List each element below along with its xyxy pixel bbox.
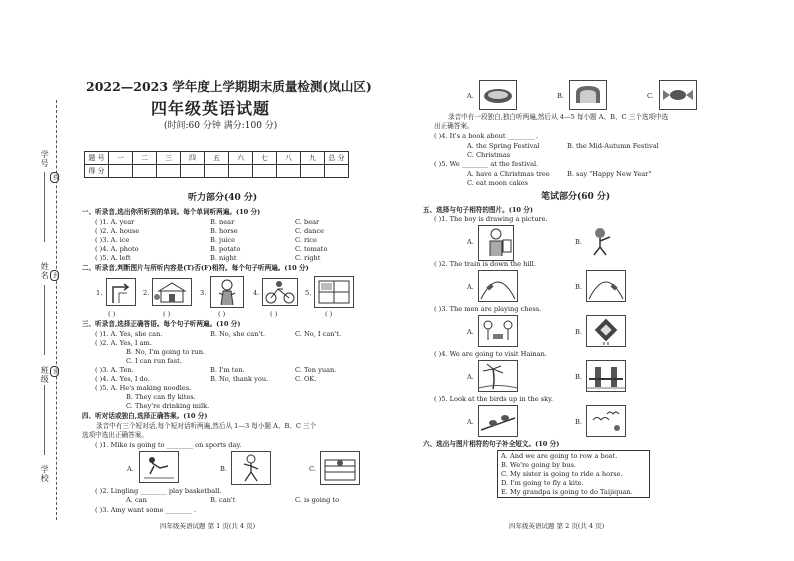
option-c: C. Christmas xyxy=(467,151,511,159)
option-b: B. juice xyxy=(210,236,236,244)
option-a: A. xyxy=(467,238,474,246)
question-line: ( )3. Amy want some ________ . xyxy=(95,506,197,514)
fill-line xyxy=(44,172,45,242)
picture-hill-train-up-icon xyxy=(478,270,518,302)
option-a: A. xyxy=(467,283,474,291)
option-b: B. say "Happy New Year" xyxy=(567,170,652,178)
option-b: B. xyxy=(575,373,582,381)
answer-blank[interactable]: ( ) xyxy=(218,310,226,318)
picture-road-turn-icon xyxy=(106,278,136,306)
score-cell: 七 xyxy=(253,152,277,165)
option-b: B. They can fly kites. xyxy=(126,393,196,401)
score-cell: 一 xyxy=(109,152,133,165)
part6-options-box xyxy=(497,450,650,498)
cut-mark-xian: 线 xyxy=(51,174,59,181)
option-a: A. can xyxy=(126,496,147,504)
cut-mark-mi: 密 xyxy=(51,368,59,375)
score-input-cell[interactable] xyxy=(205,165,229,178)
option-b: B. xyxy=(575,238,582,246)
part4-intro-2: 出正确答案。 xyxy=(434,122,474,130)
option-b: B. can't xyxy=(210,496,236,504)
question-line: ( )1. A. year xyxy=(95,218,135,226)
option-c: C. They're drinking milk. xyxy=(126,402,210,410)
pic-number: 1. xyxy=(96,289,103,297)
option-a: A. xyxy=(467,373,474,381)
option-c: C. xyxy=(309,465,316,473)
pic-number: 3. xyxy=(200,289,207,297)
option-c: C. is going to xyxy=(295,496,340,504)
score-input-cell[interactable] xyxy=(181,165,205,178)
picture-snack-icon xyxy=(479,80,517,110)
fill-line xyxy=(44,285,45,355)
score-input-cell[interactable] xyxy=(277,165,301,178)
option-c: C. Ten yuan. xyxy=(295,366,337,374)
option-b: B. xyxy=(220,465,227,473)
score-input-cell[interactable] xyxy=(229,165,253,178)
pic-number: 2. xyxy=(143,289,150,297)
picture-bread-icon xyxy=(569,80,607,110)
part4-heading: 四、听对话或独白,选择正确答案。(10 分) xyxy=(82,412,208,420)
margin-label-student-no: 学号 xyxy=(40,150,50,168)
option-c: C. rice xyxy=(295,236,317,244)
picture-men-chess-icon xyxy=(478,315,518,347)
picture-boxing-icon xyxy=(320,451,360,485)
exam-time-info: (时间:60 分钟 满分:100 分) xyxy=(164,121,278,131)
option-b: B. No, I'm going to run. xyxy=(126,348,206,356)
score-cell: 四 xyxy=(181,152,205,165)
option-b: B. I'm ten. xyxy=(210,366,245,374)
page-footer-right: 四年级英语试题 第 2 页(共 4 页) xyxy=(509,522,605,530)
picture-boy-drawing-icon xyxy=(478,225,514,261)
answer-blank[interactable]: ( ) xyxy=(108,310,116,318)
option-b: B. the Mid-Autumn Festival xyxy=(567,142,659,150)
option-c: C. eat moon cakes xyxy=(467,179,529,187)
cut-line xyxy=(56,100,57,520)
option-c: C. tomato xyxy=(295,245,328,253)
picture-boy-playing-icon xyxy=(586,225,622,261)
picture-birds-sky-icon xyxy=(586,405,626,437)
score-table xyxy=(84,151,349,178)
score-cell: 题 号 xyxy=(85,152,109,165)
picture-bike-icon xyxy=(262,278,298,306)
exam-subject-title: 四年级英语试题 xyxy=(151,99,271,118)
option-b: B. potato xyxy=(210,245,241,253)
option-c: C. xyxy=(647,92,654,100)
score-input-cell[interactable] xyxy=(157,165,181,178)
score-cell: 得 分 xyxy=(85,165,109,178)
question-line: ( )2. A. house xyxy=(95,227,140,235)
option-a: A. the Spring Festival xyxy=(467,142,540,150)
score-input-cell[interactable] xyxy=(301,165,325,178)
picture-kid-icon xyxy=(210,276,244,308)
picture-palm-beach-icon xyxy=(478,360,518,392)
cut-mark-feng: 封 xyxy=(51,272,59,279)
option-a: A. have a Christmas tree xyxy=(467,170,550,178)
score-cell: 六 xyxy=(229,152,253,165)
option-b: B. night xyxy=(210,254,237,262)
score-input-cell[interactable] xyxy=(109,165,133,178)
option-a: A. xyxy=(467,92,474,100)
option-sentence: D. I'm going to fly a kite. xyxy=(501,479,584,487)
part4-intro: 录音中有三个短对话,每个短对话听两遍,然后从 1—3 每小题 A、B、C 三个 xyxy=(96,422,317,430)
margin-label-school: 学校 xyxy=(40,465,50,483)
part4-intro-2: 录音中有一段独白,独白听两遍,然后从 4—5 每小题 A、B、C 三个选项中选 xyxy=(448,113,669,121)
part5-heading: 五、选择与句子相符的图片。(10 分) xyxy=(423,206,534,214)
question-line: ( )5. A. He's making noodles. xyxy=(95,384,192,392)
question-line: ( )2. A. Yes, I am. xyxy=(95,339,152,347)
picture-long-jump-icon xyxy=(139,451,179,483)
part1-heading: 一、听录音,选出你所听到的单词。每个单词听两遍。(10 分) xyxy=(82,208,261,216)
option-c: C. bear xyxy=(295,218,320,226)
pic-number: 5. xyxy=(305,289,312,297)
written-section-title: 笔试部分(60 分) xyxy=(541,192,611,202)
part4-intro: 选项中选出正确答案。 xyxy=(82,431,148,439)
option-c: C. OK. xyxy=(295,375,317,383)
question-line: ( )2. Lingling ________ play basketball. xyxy=(95,487,222,495)
question-line: ( )5. We ________ at the festival. xyxy=(434,160,539,168)
picture-runner-icon xyxy=(231,451,271,485)
exam-header-title: 2022—2023 学年度上学期期末质量检测(岚山区) xyxy=(86,79,372,94)
question-line: ( )4. We are going to visit Hainan. xyxy=(434,350,547,358)
answer-blank[interactable]: ( ) xyxy=(325,310,333,318)
option-b: B. No, thank you. xyxy=(210,375,269,383)
option-sentence: E. My grandpa is going to do Taijiquan. xyxy=(501,488,633,496)
question-line: ( )4. It's a book about ________ . xyxy=(434,132,539,140)
fill-line xyxy=(44,385,45,455)
margin-label-class: 班级 xyxy=(40,366,50,384)
answer-blank[interactable]: ( ) xyxy=(270,310,278,318)
question-line: ( )5. Look at the birds up in the sky. xyxy=(434,395,554,403)
option-c: C. No, I can't. xyxy=(295,330,342,338)
option-b: B. No, she can't. xyxy=(210,330,266,338)
picture-hill-train-down-icon xyxy=(586,270,626,302)
question-line: ( )5. A. left xyxy=(95,254,131,262)
question-line: ( )4. A. Yes, I do. xyxy=(95,375,150,383)
option-a: A. xyxy=(467,418,474,426)
score-cell: 八 xyxy=(277,152,301,165)
question-line: ( )4. A. photo xyxy=(95,245,139,253)
part3-heading: 三、听录音,选择正确答语。每个句子听两遍。(10 分) xyxy=(82,320,241,328)
page-footer-left: 四年级英语试题 第 1 页(共 4 页) xyxy=(160,522,256,530)
score-cell: 五 xyxy=(205,152,229,165)
option-a: A. xyxy=(467,328,474,336)
picture-chinese-knot-icon xyxy=(586,315,626,347)
question-line: ( )1. The boy is drawing a picture. xyxy=(434,215,548,223)
option-c: C. dance xyxy=(295,227,324,235)
option-b: B. xyxy=(575,328,582,336)
option-b: B. xyxy=(575,418,582,426)
score-cell: 三 xyxy=(157,152,181,165)
score-input-cell[interactable] xyxy=(253,165,277,178)
question-line: ( )3. A. ice xyxy=(95,236,130,244)
score-cell: 二 xyxy=(133,152,157,165)
score-input-cell[interactable] xyxy=(325,165,349,178)
answer-blank[interactable]: ( ) xyxy=(163,310,171,318)
pic-number: 4. xyxy=(253,289,260,297)
question-line: ( )3. The men are playing chess. xyxy=(434,305,542,313)
picture-school-icon xyxy=(152,278,192,306)
option-a: A. xyxy=(127,465,134,473)
option-c: C. I can run fast. xyxy=(126,357,182,365)
question-line: ( )1. Mike is going to ________ on sports day. xyxy=(95,441,242,449)
picture-tower-bridge-icon xyxy=(586,360,626,392)
option-b: B. horse xyxy=(210,227,238,235)
part6-heading: 六、选出与图片相符的句子补全短文。(10 分) xyxy=(423,440,560,448)
score-cell: 总 分 xyxy=(325,152,349,165)
option-sentence: A. And we are going to row a boat. xyxy=(501,452,618,460)
question-line: ( )3. A. Ten. xyxy=(95,366,134,374)
option-sentence: C. My sister is going to ride a horse. xyxy=(501,470,623,478)
picture-candy-icon xyxy=(659,80,697,110)
option-b: B. xyxy=(557,92,564,100)
option-b: B. near xyxy=(210,218,235,226)
option-c: C. right xyxy=(295,254,321,262)
picture-window-icon xyxy=(314,276,354,308)
part2-heading: 二、听录音,判断图片与所听内容是(T)否(F)相符。每个句子听两遍。(10 分) xyxy=(82,264,309,272)
margin-label-name: 姓名 xyxy=(40,262,50,280)
listening-section-title: 听力部分(40 分) xyxy=(188,193,258,203)
picture-birds-branch-icon xyxy=(478,405,518,437)
score-input-cell[interactable] xyxy=(133,165,157,178)
question-line: ( )1. A. Yes, she can. xyxy=(95,330,163,338)
score-cell: 九 xyxy=(301,152,325,165)
question-line: ( )2. The train is down the hill. xyxy=(434,260,536,268)
option-sentence: B. We're going by bus. xyxy=(501,461,576,469)
option-b: B. xyxy=(575,283,582,291)
